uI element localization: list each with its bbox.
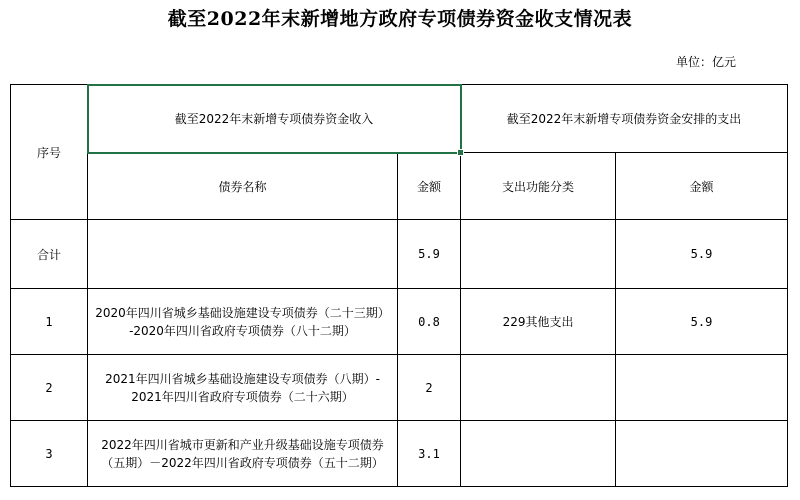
income-amount-cell[interactable]: 2	[398, 355, 461, 421]
header-seq[interactable]: 序号	[11, 85, 88, 220]
header-income-group-label: 截至2022年末新增专项债券资金收入	[174, 112, 374, 126]
income-amount-cell[interactable]: 0.8	[398, 289, 461, 355]
total-row	[11, 220, 788, 289]
func-class-cell[interactable]	[461, 421, 616, 487]
header-bond-name[interactable]: 债券名称	[88, 153, 398, 220]
total-income-amount-cell[interactable]: 5.9	[398, 220, 461, 289]
bond-name-cell[interactable]	[88, 355, 398, 421]
seq-cell[interactable]: 2	[11, 355, 88, 421]
header-expense-group[interactable]: 截至2022年末新增专项债券资金安排的支出	[461, 85, 788, 153]
table-row	[11, 289, 788, 355]
bond-name-line: 2020年四川省城乡基础设施建设专项债券（二十三期）	[95, 305, 390, 320]
header-income-group[interactable]	[88, 85, 461, 153]
func-class-cell[interactable]	[461, 355, 616, 421]
expense-amount-cell[interactable]	[616, 421, 788, 487]
page-title: 截至2022年末新增地方政府专项债券资金收支情况表	[167, 8, 633, 30]
bond-fund-table	[10, 84, 788, 487]
unit-label: 单位：亿元	[676, 55, 737, 69]
table-row	[11, 355, 788, 421]
total-expense-amount-cell[interactable]: 5.9	[616, 220, 788, 289]
expense-amount-cell[interactable]	[616, 355, 788, 421]
table-row	[11, 421, 788, 487]
bond-name-cell[interactable]	[88, 421, 398, 487]
header-expense-amount[interactable]: 金额	[616, 153, 788, 220]
bond-name-cell[interactable]	[88, 289, 398, 355]
func-class-cell[interactable]: 229其他支出	[461, 289, 616, 355]
seq-cell[interactable]: 1	[11, 289, 88, 355]
header-row-2	[11, 153, 788, 220]
total-seq-cell[interactable]: 合计	[11, 220, 88, 289]
expense-amount-cell[interactable]: 5.9	[616, 289, 788, 355]
bond-name-line: 2022年四川省城市更新和产业升级基础设施专项债券	[101, 437, 384, 452]
total-bond-name-cell[interactable]	[88, 220, 398, 289]
bond-name-line: （五期）－2022年四川省政府专项债券（五十二期）	[101, 455, 384, 470]
total-func-class-cell[interactable]	[461, 220, 616, 289]
header-func-class[interactable]: 支出功能分类	[461, 153, 616, 220]
income-amount-cell[interactable]: 3.1	[398, 421, 461, 487]
fill-handle[interactable]	[457, 149, 464, 156]
header-income-amount[interactable]: 金额	[398, 153, 461, 220]
bond-name-line: -2020年四川省政府专项债券（八十二期）	[129, 323, 356, 338]
header-row-1	[11, 85, 788, 153]
seq-cell[interactable]: 3	[11, 421, 88, 487]
bond-name-line: 2021年四川省城乡基础设施建设专项债券（八期）-	[105, 371, 380, 386]
bond-name-line: 2021年四川省政府专项债券（二十六期）	[131, 389, 354, 404]
